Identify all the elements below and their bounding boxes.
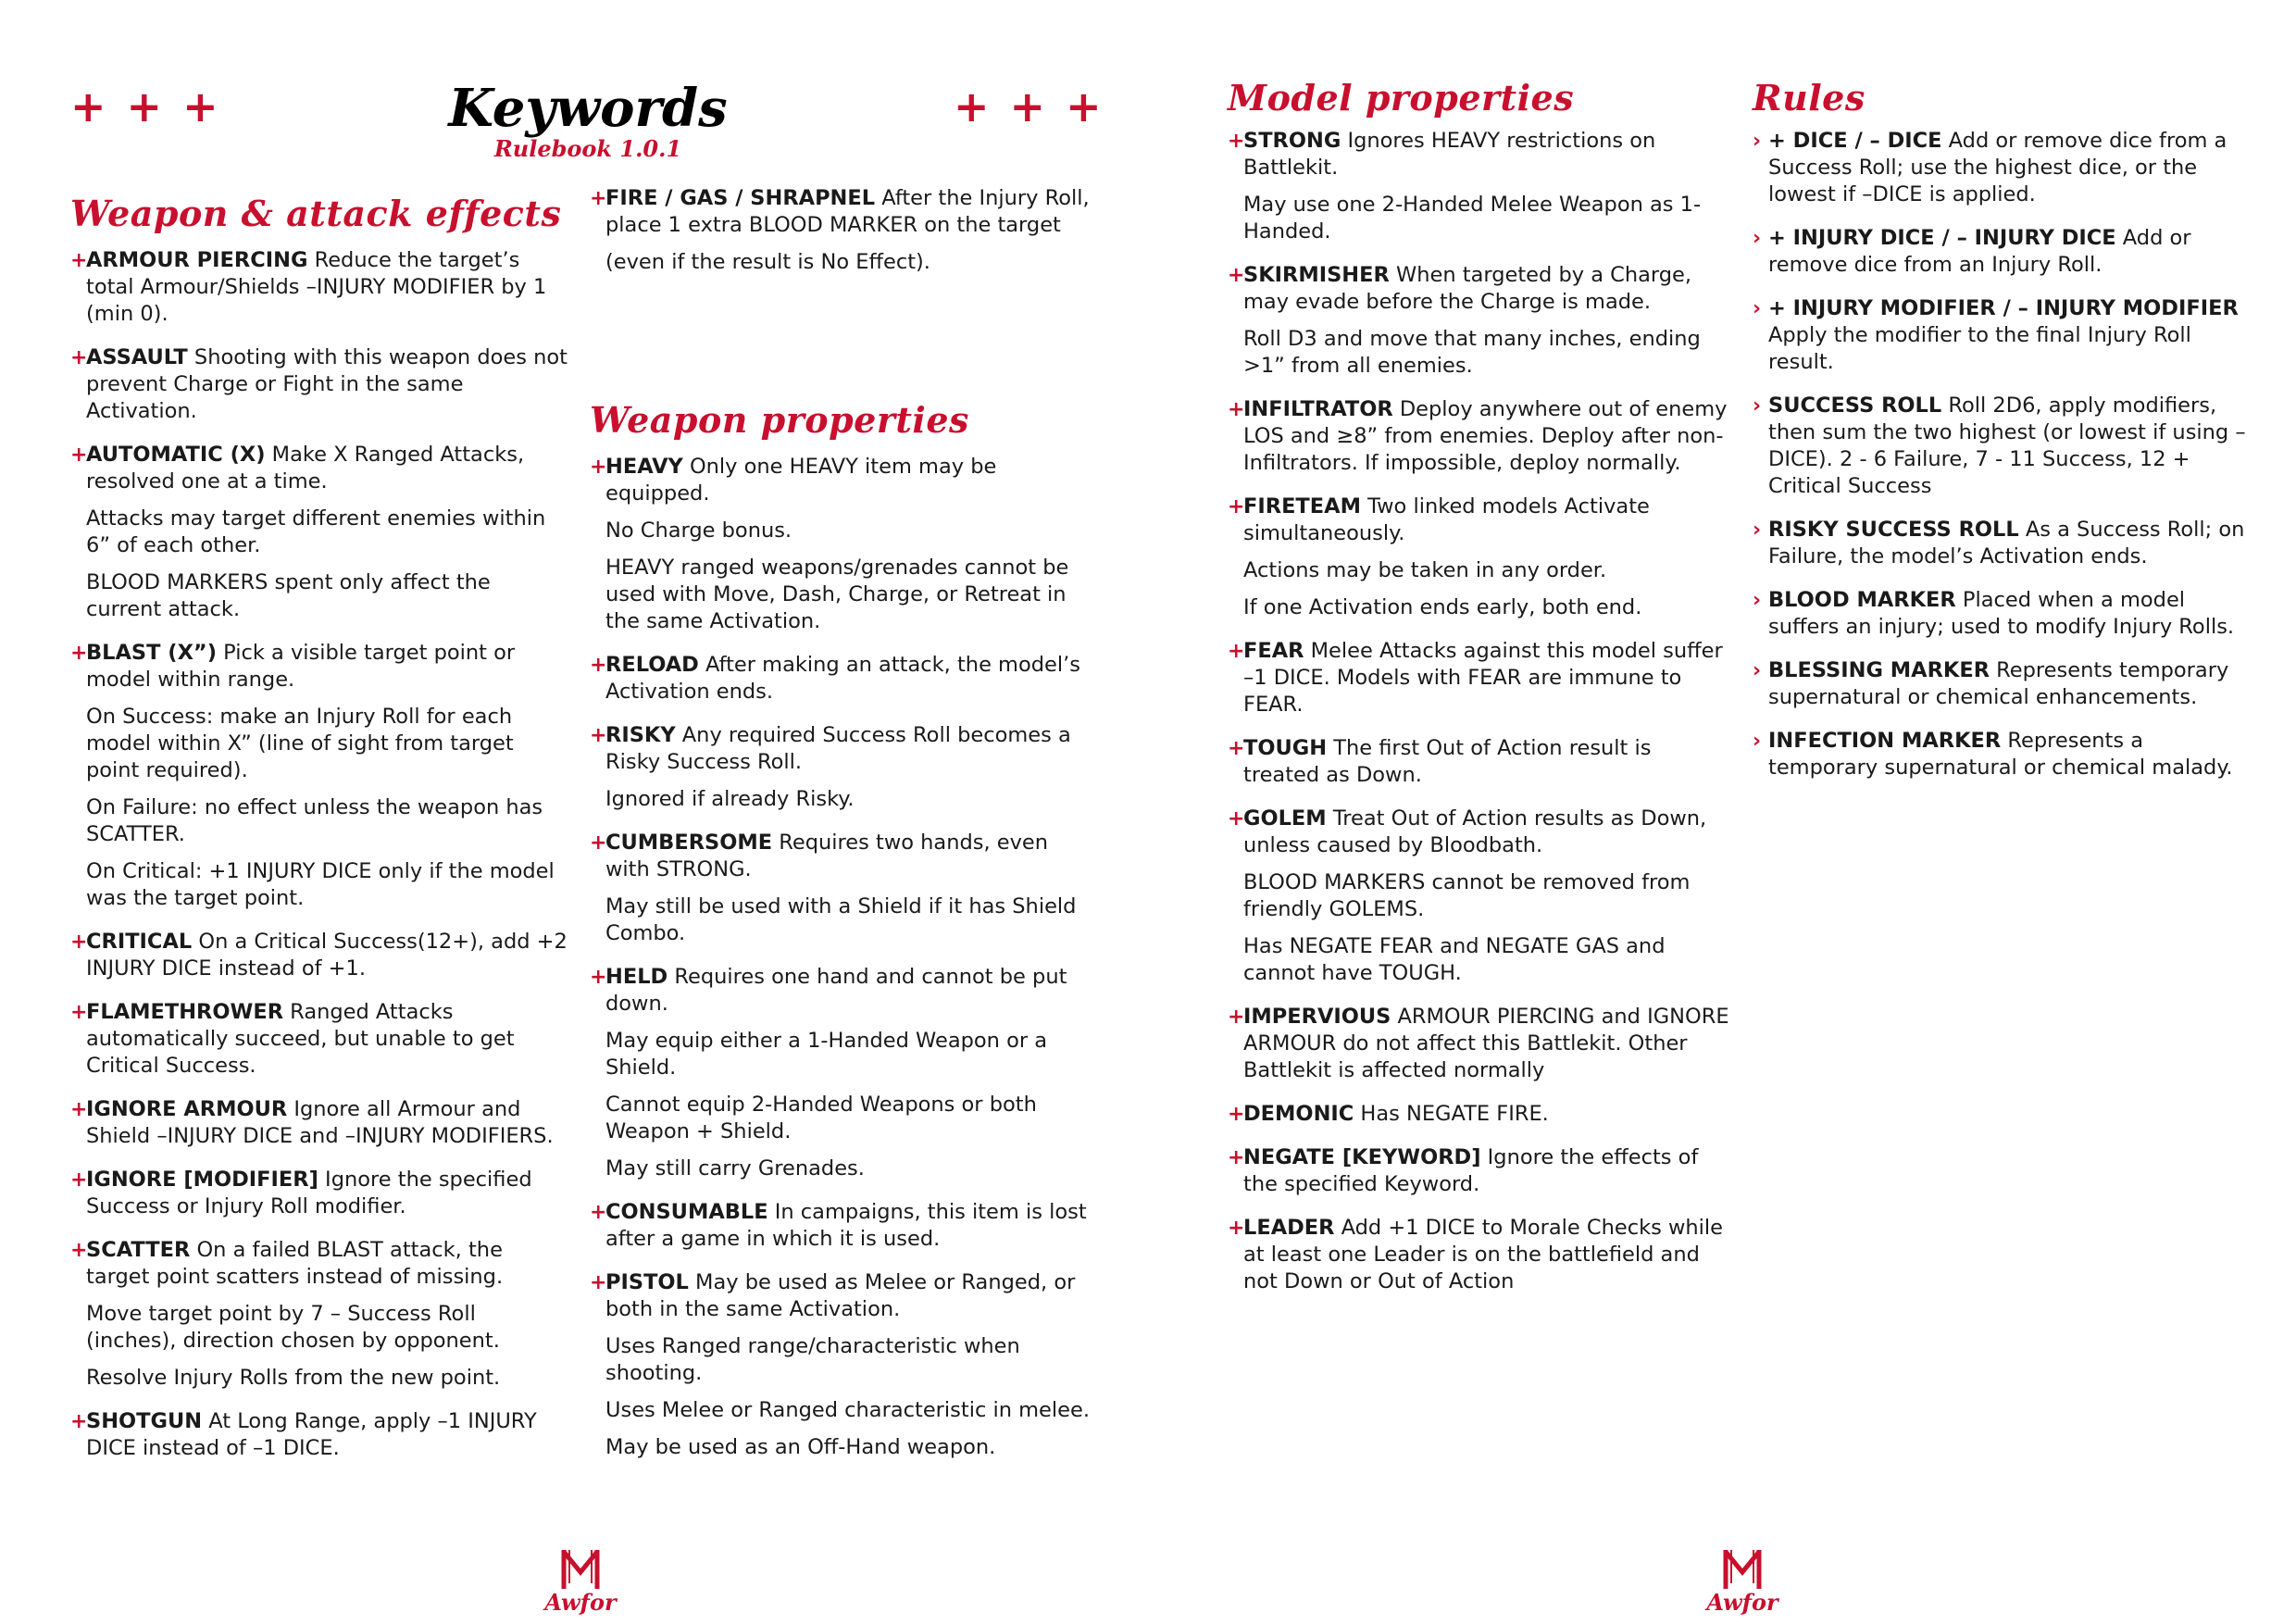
entry-detail: On Failure: no effect unless the weapon has SCATTER. — [86, 795, 543, 846]
entry-detail: Ignored if already Risky. — [605, 787, 855, 811]
keyword-term: BLOOD MARKER — [1768, 588, 1956, 612]
footer-logo-left — [525, 1548, 636, 1615]
entry-text — [86, 929, 570, 982]
keyword-description: As a Success Roll; on Failure, the model’s Activation ends. — [1768, 518, 2245, 568]
plus-icon: + — [70, 1001, 88, 1024]
keyword-entry — [1228, 1101, 1732, 1128]
awfor-logo-icon — [1722, 1548, 1763, 1591]
keyword-term: ARMOUR PIERCING — [86, 248, 308, 272]
plus-icon: + — [1228, 398, 1245, 421]
keyword-entry — [1753, 393, 2257, 500]
entry-text — [1243, 806, 1732, 859]
entry-detail: On Critical: +1 INJURY DICE only if the model was the target point. — [86, 859, 555, 910]
keyword-term: CRITICAL — [86, 930, 193, 954]
plus-icon: + — [590, 1271, 607, 1294]
keyword-description: Ranged Attacks automatically succeed, but unable to get Critical Success. — [86, 1000, 515, 1078]
weapon-attack-effects-section — [70, 190, 570, 1479]
entry-text — [1243, 1004, 1732, 1084]
entry-text — [1768, 517, 2257, 570]
plus-icon: + — [1228, 1146, 1245, 1169]
keyword-description: Add or remove dice from an Injury Roll. — [1768, 226, 2191, 277]
cross-decoration-left: +++ — [70, 81, 239, 131]
keyword-term: INFECTION MARKER — [1768, 729, 2002, 753]
keyword-entry — [70, 929, 570, 982]
section-heading: Rules — [1753, 77, 1866, 119]
keyword-term: DEMONIC — [1243, 1102, 1354, 1126]
logo-text: Awfor — [544, 1589, 617, 1616]
keyword-entry — [1228, 806, 1732, 987]
model-properties-section — [1228, 74, 1732, 1312]
plus-icon: + — [590, 1201, 607, 1224]
entry-detail: May be used as an Off-Hand weapon. — [605, 1435, 996, 1459]
keyword-entry — [1753, 517, 2257, 570]
keyword-description: After the Injury Roll, place 1 extra BLOOD MARKER on the target — [605, 186, 1090, 237]
entry-text — [1768, 393, 2257, 500]
entry-detail: BLOOD MARKERS cannot be removed from friendly GOLEMS. — [1243, 870, 1691, 921]
plus-icon: + — [70, 931, 88, 954]
entry-text — [1768, 657, 2257, 711]
keyword-description: At Long Range, apply –1 INJURY DICE instead of –1 DICE. — [86, 1409, 537, 1460]
keyword-description: Only one HEAVY item may be equipped. — [605, 455, 997, 506]
cross-decoration-right: +++ — [954, 81, 1122, 131]
keyword-description: Ignores HEAVY restrictions on Battlekit. — [1243, 129, 1656, 180]
entry-text — [1243, 493, 1732, 547]
plus-icon: + — [70, 249, 88, 272]
entry-text — [1243, 1101, 1732, 1128]
chevron-right-icon: › — [1753, 227, 1762, 250]
keyword-entry — [70, 1167, 570, 1220]
entry-detail: Actions may be taken in any order. — [1243, 558, 1607, 582]
keyword-term: HEAVY — [605, 455, 683, 479]
keyword-entry — [70, 1237, 570, 1392]
entry-text — [605, 1199, 1094, 1253]
plus-icon: + — [590, 654, 607, 677]
keyword-entry — [70, 1408, 570, 1462]
keyword-entry — [1753, 128, 2257, 208]
plus-icon: + — [1228, 264, 1245, 287]
keyword-term: + INJURY DICE / – INJURY DICE — [1768, 226, 2116, 250]
keyword-term: SHOTGUN — [86, 1409, 203, 1433]
plus-icon: + — [70, 1239, 88, 1262]
keyword-term: RISKY SUCCESS ROLL — [1768, 518, 2019, 542]
keyword-term: FIRETEAM — [1243, 494, 1361, 518]
keyword-description: Represents a temporary supernatural or chemical malady. — [1768, 729, 2233, 780]
chevron-right-icon: › — [1753, 130, 1762, 153]
plus-icon: + — [70, 642, 88, 665]
entry-detail: May use one 2-Handed Melee Weapon as 1-Handed. — [1243, 193, 1702, 244]
entry-text — [86, 344, 570, 425]
chevron-right-icon: › — [1753, 589, 1762, 612]
chevron-right-icon: › — [1753, 518, 1762, 542]
entry-text — [1243, 1144, 1732, 1198]
entry-text — [86, 1096, 570, 1150]
keyword-term: FLAMETHROWER — [86, 1000, 284, 1024]
entry-text — [1243, 262, 1732, 316]
keyword-description: Ignore all Armour and Shield –INJURY DICE and –INJURY MODIFIERS. — [86, 1097, 554, 1148]
keyword-description: May be used as Melee or Ranged, or both in the same Activation. — [605, 1270, 1076, 1321]
entry-text — [1768, 587, 2257, 641]
entry-text — [86, 999, 570, 1080]
keyword-description: Requires one hand and cannot be put down. — [605, 965, 1067, 1016]
keyword-term: SCATTER — [86, 1238, 191, 1262]
entry-text — [605, 722, 1094, 776]
keyword-term: CUMBERSOME — [605, 831, 773, 855]
keyword-entry — [1228, 1004, 1732, 1084]
entry-detail: Has NEGATE FEAR and NEGATE GAS and cannot have TOUGH. — [1243, 934, 1666, 985]
keyword-entry — [70, 640, 570, 912]
keyword-description: Two linked models Activate simultaneously. — [1243, 494, 1650, 545]
keyword-description: Roll 2D6, apply modifiers, then sum the two highest (or lowest if using –DICE). 2 - 6 Failure, 7 - 11 Success, 12 + Critical Success — [1768, 394, 2246, 498]
keyword-term: INFILTRATOR — [1243, 397, 1393, 421]
entry-detail: No Charge bonus. — [605, 518, 792, 543]
entry-detail: Roll D3 and move that many inches, ending >1” from all enemies. — [1243, 327, 1701, 378]
plus-icon: + — [1228, 640, 1245, 663]
keyword-entry — [1753, 657, 2257, 711]
plus-icon: + — [590, 831, 607, 855]
plus-icon: + — [1228, 1217, 1245, 1240]
keyword-description: On a Critical Success(12+), add +2 INJURY DICE instead of +1. — [86, 930, 568, 981]
keyword-entry — [590, 1269, 1094, 1461]
keyword-entry — [590, 964, 1094, 1182]
keyword-description: Represents temporary supernatural or chemical enhancements. — [1768, 658, 2229, 709]
keyword-description: Add or remove dice from a Success Roll; use the highest dice, or the lowest if –DICE is applied. — [1768, 129, 2227, 206]
chevron-right-icon: › — [1753, 297, 1762, 320]
keyword-term: PISTOL — [605, 1270, 689, 1294]
keyword-term: TOUGH — [1243, 736, 1328, 760]
entry-detail: On Success: make an Injury Roll for each model within X” (line of sight from target point required). — [86, 705, 514, 782]
entry-text — [1243, 128, 1732, 181]
keyword-entry — [1228, 396, 1732, 477]
entry-text — [605, 964, 1094, 1018]
keyword-entry — [70, 1096, 570, 1150]
plus-icon: + — [590, 456, 607, 479]
entry-text — [1243, 1215, 1732, 1295]
keyword-description: Ignore the specified Success or Injury Roll modifier. — [86, 1168, 532, 1218]
entry-detail: HEAVY ranged weapons/grenades cannot be used with Move, Dash, Charge, or Retreat in the same Activation. — [605, 556, 1069, 633]
keyword-entry — [70, 247, 570, 328]
plus-icon: + — [70, 1168, 88, 1192]
page-title: Keywords — [448, 78, 728, 139]
entry-text — [86, 247, 570, 328]
keyword-entry — [1228, 1215, 1732, 1295]
keyword-description: After making an attack, the model’s Activation ends. — [605, 653, 1080, 704]
chevron-right-icon: › — [1753, 394, 1762, 418]
section-heading: Model properties — [1228, 77, 1575, 119]
keyword-description: Add +1 DICE to Morale Checks while at least one Leader is on the battlefield and not Down or Out of Action — [1243, 1216, 1724, 1293]
page-header — [435, 80, 741, 161]
keyword-description: Shooting with this weapon does not prevent Charge or Fight in the same Activation. — [86, 345, 568, 423]
entry-text — [1768, 128, 2257, 208]
entry-detail: Move target point by 7 – Success Roll (inches), direction chosen by opponent. — [86, 1302, 500, 1353]
keyword-description: Melee Attacks against this model suffer –1 DICE. Models with FEAR are immune to FEAR. — [1243, 639, 1723, 717]
entry-text — [1768, 728, 2257, 781]
chevron-right-icon: › — [1753, 659, 1762, 682]
entry-text — [605, 830, 1094, 883]
keyword-entry — [590, 454, 1094, 635]
entry-text — [605, 652, 1094, 706]
plus-icon: + — [1228, 737, 1245, 760]
keyword-description: Reduce the target’s total Armour/Shields –INJURY MODIFIER by 1 (min 0). — [86, 248, 547, 326]
entry-detail: Attacks may target different enemies within 6” of each other. — [86, 506, 546, 557]
keyword-entry — [590, 652, 1094, 706]
entry-text — [86, 1237, 570, 1291]
keyword-description: Has NEGATE FIRE. — [1354, 1102, 1549, 1126]
keyword-description: Placed when a model suffers an injury; used to modify Injury Rolls. — [1768, 588, 2235, 639]
entry-detail: May still be used with a Shield if it has Shield Combo. — [605, 894, 1077, 945]
keyword-entry — [590, 830, 1094, 947]
keyword-description: Requires two hands, even with STRONG. — [605, 831, 1049, 881]
footer-logo-right — [1687, 1548, 1798, 1615]
entry-detail: If one Activation ends early, both end. — [1243, 595, 1642, 619]
entry-text — [1243, 638, 1732, 718]
keyword-entry — [1753, 728, 2257, 781]
keyword-term: IGNORE ARMOUR — [86, 1097, 288, 1121]
keyword-term: IGNORE [MODIFIER] — [86, 1168, 318, 1192]
weapon-properties-section — [590, 396, 1094, 1478]
keyword-description: The first Out of Action result is treated as Down. — [1243, 736, 1652, 787]
entry-text — [605, 1269, 1094, 1323]
plus-icon: + — [1228, 1103, 1245, 1126]
keyword-term: FIRE / GAS / SHRAPNEL — [605, 186, 876, 210]
keyword-entry — [1753, 225, 2257, 279]
plus-icon: + — [70, 1098, 88, 1121]
page-subtitle: Rulebook 1.0.1 — [493, 135, 682, 162]
logo-text: Awfor — [1706, 1589, 1778, 1616]
keyword-description: In campaigns, this item is lost after a game in which it is used. — [605, 1200, 1087, 1251]
keyword-term: AUTOMATIC (X) — [86, 443, 266, 467]
keyword-entry — [1228, 262, 1732, 380]
entry-text — [86, 1167, 570, 1220]
keyword-term: SKIRMISHER — [1243, 263, 1390, 287]
keyword-term: ASSAULT — [86, 345, 188, 369]
entry-text — [1768, 225, 2257, 279]
keyword-term: BLESSING MARKER — [1768, 658, 1990, 682]
entry-detail: Uses Ranged range/characteristic when shooting. — [605, 1334, 1020, 1385]
keyword-description: When targeted by a Charge, may evade before the Charge is made. — [1243, 263, 1692, 314]
section-heading: Weapon & attack effects — [70, 193, 562, 234]
entry-detail: May equip either a 1-Handed Weapon or a Shield. — [605, 1029, 1048, 1080]
plus-icon: + — [70, 1410, 88, 1433]
keyword-entry — [1228, 493, 1732, 621]
keyword-term: GOLEM — [1243, 806, 1327, 831]
keyword-entry — [70, 442, 570, 623]
keyword-term: RISKY — [605, 723, 676, 747]
keyword-entry — [1228, 638, 1732, 718]
plus-icon: + — [590, 724, 607, 747]
keyword-term: HELD — [605, 965, 668, 989]
plus-icon: + — [70, 443, 88, 467]
keyword-description: Apply the modifier to the final Injury Roll result. — [1768, 323, 2191, 374]
plus-icon: + — [70, 346, 88, 369]
plus-icon: + — [590, 187, 607, 210]
keyword-description: Make X Ranged Attacks, resolved one at a time. — [86, 443, 525, 493]
keyword-entry — [70, 999, 570, 1080]
plus-icon: + — [1228, 807, 1245, 831]
plus-icon: + — [1228, 1006, 1245, 1029]
entry-text — [86, 640, 570, 693]
chevron-right-icon: › — [1753, 730, 1762, 753]
keyword-term: IMPERVIOUS — [1243, 1005, 1391, 1029]
awfor-logo-icon — [560, 1548, 601, 1591]
fire-gas-shrapnel-section — [590, 185, 1094, 293]
keyword-entry — [70, 344, 570, 425]
keyword-term: CONSUMABLE — [605, 1200, 768, 1224]
entry-detail: (even if the result is No Effect). — [605, 250, 930, 274]
keyword-entry — [1228, 1144, 1732, 1198]
entry-text — [1243, 396, 1732, 477]
plus-icon: + — [1228, 495, 1245, 518]
plus-icon: + — [1228, 130, 1245, 153]
keyword-entry — [1753, 295, 2257, 376]
keyword-term: RELOAD — [605, 653, 699, 677]
entry-text — [1768, 295, 2257, 376]
keyword-description: Pick a visible target point or model within range. — [86, 641, 516, 692]
keyword-description: Ignore the effects of the specified Keyword. — [1243, 1145, 1699, 1196]
keyword-entry — [1753, 587, 2257, 641]
keyword-entry — [590, 1199, 1094, 1253]
keyword-description: Deploy anywhere out of enemy LOS and ≥8” from enemies. Deploy after non-Infiltrators. If impossible, deploy normally. — [1243, 397, 1728, 475]
entry-detail: Uses Melee or Ranged characteristic in melee. — [605, 1398, 1090, 1422]
keyword-entry — [590, 722, 1094, 813]
entry-detail: Cannot equip 2-Handed Weapons or both Weapon + Shield. — [605, 1093, 1037, 1143]
entry-text — [86, 1408, 570, 1462]
entry-text — [605, 454, 1094, 507]
keyword-description: ARMOUR PIERCING and IGNORE ARMOUR do not affect this Battlekit. Other Battlekit is affected normally — [1243, 1005, 1729, 1082]
section-heading: Weapon properties — [590, 399, 969, 441]
rules-section — [1753, 74, 2257, 798]
keyword-term: + INJURY MODIFIER / – INJURY MODIFIER — [1768, 296, 2239, 320]
keyword-description: On a failed BLAST attack, the target point scatters instead of missing. — [86, 1238, 504, 1289]
keyword-description: Any required Success Roll becomes a Risky Success Roll. — [605, 723, 1071, 774]
keyword-term: LEADER — [1243, 1216, 1335, 1240]
keyword-term: FEAR — [1243, 639, 1304, 663]
keyword-term: + DICE / – DICE — [1768, 129, 1942, 153]
entry-detail: BLOOD MARKERS spent only affect the current attack. — [86, 570, 491, 621]
keyword-description: Treat Out of Action results as Down, unless caused by Bloodbath. — [1243, 806, 1707, 857]
entry-detail: Resolve Injury Rolls from the new point. — [86, 1366, 501, 1390]
keyword-term: STRONG — [1243, 129, 1341, 153]
entry-text — [1243, 735, 1732, 789]
keyword-entry — [1228, 735, 1732, 789]
keyword-term: BLAST (X”) — [86, 641, 217, 665]
plus-icon: + — [590, 966, 607, 989]
keyword-term: SUCCESS ROLL — [1768, 394, 1942, 418]
keyword-term: NEGATE [KEYWORD] — [1243, 1145, 1481, 1169]
keyword-entry — [1228, 128, 1732, 245]
entry-text — [605, 185, 1094, 239]
entry-text — [86, 442, 570, 495]
entry-detail: May still carry Grenades. — [605, 1156, 865, 1181]
keyword-entry — [590, 185, 1094, 276]
